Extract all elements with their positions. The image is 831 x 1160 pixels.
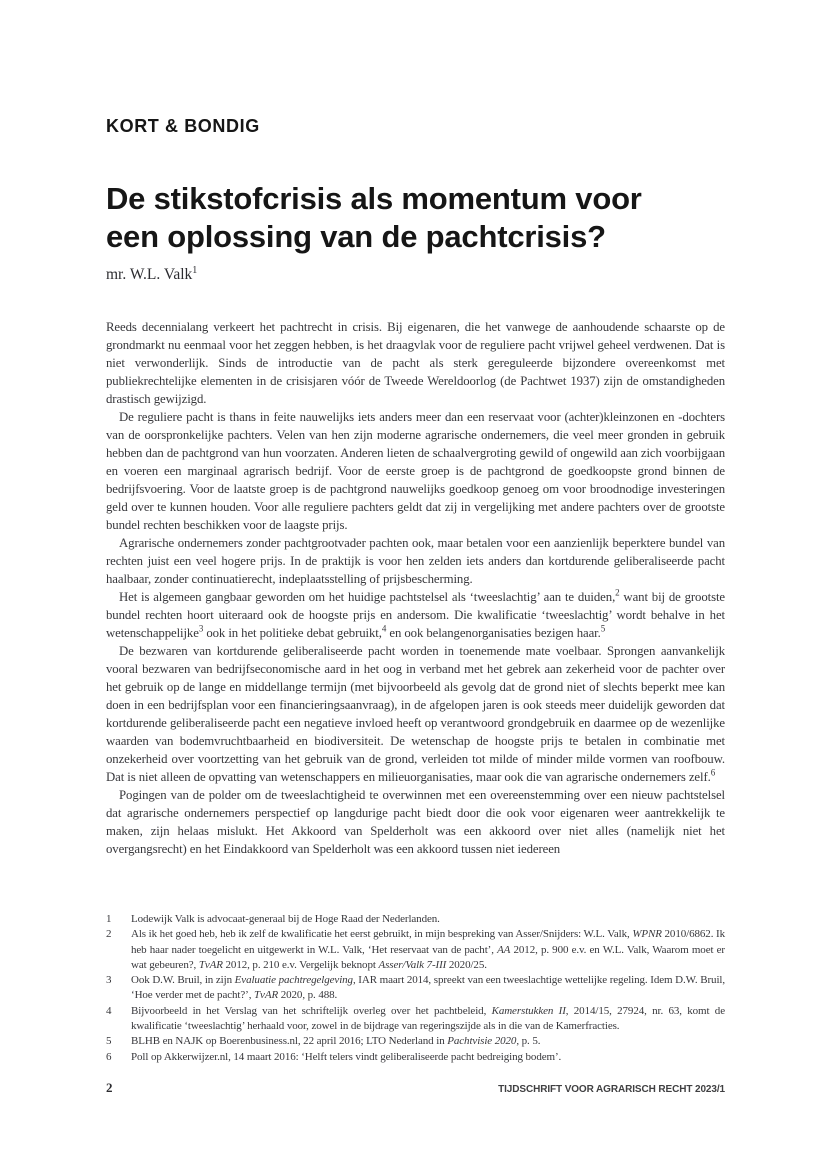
footnote-ref: 6 [710,767,716,778]
footnote-citation-italic: AA [497,943,511,956]
page-footer [106,1080,725,1096]
paragraph-text: ook in het politieke debat gebruikt, [203,626,382,640]
journal-title: TIJDSCHRIFT VOOR AGRARISCH RECHT 2023/1 [498,1084,725,1095]
footnote [106,912,725,927]
footnote-text-segment: 2012, p. 210 e.v. Vergelijk beknopt [222,958,379,971]
paragraph [106,786,725,858]
footnote-text-segment: 2020, p. 488. [278,989,338,1002]
footnote-text-segment: Ook D.W. Bruil, in zijn [131,974,235,987]
footnote-text-segment: 2012, p. 900 e.v. en W.L. Valk, Waarom moet er wat gebeuren?, [131,943,725,971]
footnote-number: 1 [106,913,112,925]
footnote [106,1004,725,1035]
footnote-text-segment: 2020/25. [446,958,487,971]
footnote-number: 6 [106,1050,112,1063]
footnote-text [131,912,725,927]
footnote-citation-italic: Pachtvisie 2020 [447,1035,517,1048]
article-title-line: een oplossing van de pachtcrisis? [106,219,606,254]
footnote-number: 5 [106,1035,112,1048]
author-footnote-ref: 1 [192,264,198,276]
footnote-text [131,1004,725,1035]
footnote [106,1034,725,1049]
paragraph-text: en ook belangenorganisaties bezigen haar. [386,626,601,640]
paragraph-text: De bezwaren van kortdurende geliberaliseerde pacht worden in toenemende mate voelbaar. Sprongen aanvankelijk vooral bezwaren van bedrijfseconomische aard in het oog in verband met het gebrek aan zekerheid voor de pachter over het gebruik op de lange en middellange termijn (met bijvoorbeeld als gevolg dat de grond niet of slechts beperkt mee kan doen in een bedrijfsplan voor een financieringsaanvraag), in de afgelopen jaren is ook steeds meer duidelijk geworden dat kortdurende geliberaliseerde pacht een negatieve invloed heeft op verantwoord grondgebruik en daarmee op de wezenlijke waarden van bodemvruchtbaarheid en biodiversiteit. De wetenschap de hoogste prijs te betalen in combinatie met onzekerheid over voortzetting van het gebruik van de grond, verleiden tot milde of minder milde vormen van roofbouw. Dat is niet alleen de opvatting van wetenschappers en milieuorganisaties, maar ook die van agrarische ondernemers zelf. [106,644,725,784]
article-title-line: De stikstofcrisis als momentum voor [106,181,642,216]
section-kicker: KORT & BONDIG [106,116,260,136]
paragraph-text: De reguliere pacht is thans in feite nauwelijks iets anders meer dan een reservaat voor (achter)kleinzonen en -dochters van de oorspronkelijke pachters. Velen van hen zijn moderne agrarische ondernemers, die veel meer gronden in gebruik hebben dan de pachtgrond van hun voorzaten. Anderen lieten de schaalvergroting gewild of ongewild aan zich voorbijgaan en voeren een marginaal agrarisch bedrijf. Voor de eerste groep is de pachtgrond de goedkoopste grond binnen de bedrijfsvoering. Voor de laatste groep is de pachtgrond nauwelijks goedkoop genoeg om voor broodnodige investeringen geld over te kunnen houden. Voor alle reguliere pachters geldt dat zij in vergelijking met andere pachters over de grootste bundel rechten beschikken voor de laagste prijs. [106,410,725,532]
footnote-text-segment: , p. 5. [516,1035,541,1048]
paragraph [106,408,725,534]
paragraph [106,642,725,786]
footnote-ref: 4 [381,623,387,634]
footnote-citation-italic: Evaluatie pachtregelgeving [234,974,353,987]
paragraph-text: want bij de grootste bundel rechten hoort uiteraard ook de hoogste prijs en andersom. Die kwalificatie ‘tweeslachtig’ wordt behalve in het wetenschappelijke [106,590,725,640]
paragraph [106,534,725,588]
footnote-text-segment: Lodewijk Valk is advocaat-generaal bij de Hoge Raad der Nederlanden. [131,913,440,925]
footnote-text-segment: BLHB en NAJK op Boerenbusiness.nl, 22 april 2016; LTO Nederland in [131,1035,448,1048]
footnote-text-segment: 2010/6862. Ik heb haar nader toegelicht en uitgewerkt in W.L. Valk, ‘Het reservaat van de pacht’, [131,928,725,956]
paragraph-text: Het is algemeen gangbaar geworden om het huidige pachtstelsel als ‘tweeslachtig’ aan te duiden, [119,590,616,604]
footnote-number: 4 [106,1004,112,1017]
footnote-text-segment: , 2014/15, 27924, nr. 63, komt de kwalificatie ‘tweeslachtig’ herhaald voor, zowel in de bijdrage van regeringszijde als in die van de Kamerfracties. [131,1004,725,1033]
article-body [106,318,725,908]
author-line [106,266,725,284]
footnote-number: 2 [106,928,112,941]
footnote-text [131,973,725,1004]
footnote-citation-italic: TvAR [198,958,223,971]
footnote-number: 3 [106,974,112,987]
footnote-ref: 3 [198,623,204,634]
footnote-text [131,1050,725,1065]
paragraph-text: Reeds decennialang verkeert het pachtrecht in crisis. Bij eigenaren, die het vanwege de aanhoudende schaarste op de grondmarkt nu eenmaal voor het zeggen hebben, is het draagvlak voor de reguliere pacht vrijwel geheel verdwenen. Dat is niet verwonderlijk. Sinds de introductie van de pacht als sterk gereguleerde bijzondere overeenkomst met publiekrechtelijke elementen in de crisisjaren vóór de Tweede Wereldoorlog (de Pachtwet 1937) zijn de omstandigheden drastisch gewijzigd. [106,320,725,406]
footnote [106,927,725,973]
footnote-text-segment: Als ik het goed heb, heb ik zelf de kwalificatie het eerst gebruikt, in mijn bespreking van Asser/Snijders: W.L. Valk, [131,928,633,941]
footnote-citation-italic: Asser/Valk 7-III [378,958,447,971]
footnotes-block [106,912,725,1065]
footnote-text [131,1034,725,1049]
paragraph [106,588,725,642]
footnote-citation-italic: TvAR [254,989,279,1002]
paragraph-text: Pogingen van de polder om de tweeslachtigheid te overwinnen met een overeenstemming over een nieuw pachtstelsel dat agrarische ondernemers perspectief op langdurige pacht biedt door die ook voor eigenaren weer aantrekkelijk te maken, zijn helaas mislukt. Het Akkoord van Spelderholt was een akkoord over niet alles (namelijk niet het overgangsrecht) en het Eindakkoord van Spelderholt was een akkoord tussen niet iedereen [106,788,725,856]
footnote-text-segment: Poll op Akkerwijzer.nl, 14 maart 2016: ‘Helft telers vindt geliberaliseerde pacht bedreiging bodem’. [131,1050,562,1063]
footnote-ref: 2 [615,587,620,598]
footnote-ref: 5 [600,623,606,634]
author-name: mr. W.L. Valk [106,266,193,283]
paragraph [106,318,725,408]
footnote-text [131,927,725,973]
footnote-text-segment: , IAR maart 2014, spreekt van een tweeslachtige wettelijke regeling. Idem D.W. Bruil, ‘Hoe verder met de pacht?’, [131,974,726,1002]
footnote [106,973,725,1004]
footnote-text-segment: Bijvoorbeeld in het Verslag van het schriftelijk overleg over het pachtbeleid, [131,1004,492,1017]
article-title [106,180,746,256]
page-number: 2 [106,1080,113,1095]
paragraph-text: Agrarische ondernemers zonder pachtgrootvader pachten ook, maar betalen voor een aanzienlijk beperktere bundel van rechten juist een veel hogere prijs. In de praktijk is voor hen zelden iets anders dan kortdurende geliberaliseerde pacht haalbaar, zonder continuatierecht, indeplaatsstelling of prijsbescherming. [106,536,725,586]
footnote-citation-italic: Kamerstukken II [491,1004,566,1017]
footnote-citation-italic: WPNR [632,928,662,941]
footnote [106,1050,725,1065]
